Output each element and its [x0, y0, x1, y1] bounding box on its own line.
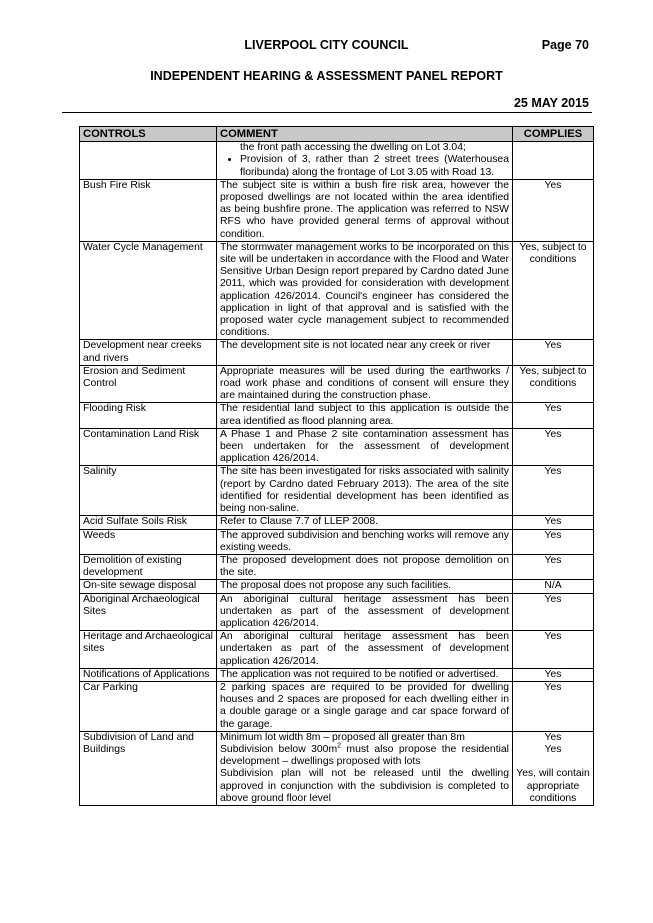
comment-cell: Appropriate measures will be used during the earthworks / road work phase and conditions of consent will ensure they are maintained during the construction phase.: [217, 365, 513, 403]
complies-cell: Yes: [513, 428, 594, 466]
table-row: [80, 529, 594, 554]
table-row: [80, 179, 594, 241]
control-cell: Heritage and Archaeological sites: [80, 631, 217, 669]
complies-1: Yes: [544, 731, 562, 743]
table-row-subdivision: [80, 731, 594, 805]
report-title: INDEPENDENT HEARING & ASSESSMENT PANEL REPORT: [150, 69, 503, 83]
control-cell: Weeds: [80, 529, 217, 554]
subdivision-area: [220, 744, 509, 768]
table-row: [80, 428, 594, 466]
control-cell: Development near creeks and rivers: [80, 340, 217, 365]
comment-cell: 2 parking spaces are required to be provided for dwelling houses and 2 spaces are proposed for each dwelling either in a double garage or a single garage and car space forward of the garage.: [217, 681, 513, 731]
control-cell: Salinity: [80, 466, 217, 516]
header-complies: COMPLIES: [513, 127, 594, 142]
control-cell: Flooding Risk: [80, 403, 217, 428]
control-cell: Demolition of existing development: [80, 554, 217, 579]
table-row: [80, 241, 594, 340]
bullet-list: [220, 154, 509, 178]
complies-2: Yes: [544, 743, 562, 755]
control-cell: Aboriginal Archaeological Sites: [80, 593, 217, 631]
comment-cell: A Phase 1 and Phase 2 site contamination assessment has been undertaken for the assessment of development application 426/2014.: [217, 428, 513, 466]
complies-cell: Yes: [513, 516, 594, 529]
report-date: 25 MAY 2015: [513, 96, 589, 110]
header-controls: CONTROLS: [80, 127, 217, 142]
header-rule: [62, 112, 592, 113]
table-row: [80, 365, 594, 403]
comment-cell: The application was not required to be notified or advertised.: [217, 668, 513, 681]
comment-cell: The approved subdivision and benching works will remove any existing weeds.: [217, 529, 513, 554]
council-name: LIVERPOOL CITY COUNCIL: [244, 38, 409, 52]
comment-cell: The subject site is within a bush fire risk area, however the proposed dwellings are not located within the area identified as being bushfire prone. The application was referred to NSW RFS who have provided general terms of approval without condition.: [217, 179, 513, 241]
control-cell: Notifications of Applications: [80, 668, 217, 681]
page-number: Page 70: [541, 38, 589, 52]
table-row: [80, 554, 594, 579]
comment-cell: The stormwater management works to be incorporated on this site will be undertaken in accordance with the Flood and Water Sensitive Urban Design report prepared by Cardno dated June 2011, which was provided for consideration with development application 426/2014. Council's engineer has considered the application in light of that approval and is satisfied with the proposed water cycle management subject to recommended conditions.: [217, 241, 513, 340]
complies-cell: Yes: [513, 466, 594, 516]
control-cell: Contamination Land Risk: [80, 428, 217, 466]
complies-cell: Yes: [513, 529, 594, 554]
comment-cell: Refer to Clause 7.7 of LLEP 2008.: [217, 516, 513, 529]
table-row: [80, 340, 594, 365]
spacer: [516, 756, 590, 768]
subdivision-area-post: must also propose the residential development – dwellings proposed with lots: [220, 743, 509, 768]
control-cell: Bush Fire Risk: [80, 179, 217, 241]
comment-cell: [217, 731, 513, 805]
comment-cell: The residential land subject to this application is outside the area identified as flood planning area.: [217, 403, 513, 428]
complies-cell: [513, 142, 594, 180]
table-header-row: [80, 127, 594, 142]
control-cell: [80, 142, 217, 180]
complies-cell: Yes: [513, 668, 594, 681]
superscript-2: 2: [337, 742, 342, 750]
comment-cell: The development site is not located near any creek or river: [217, 340, 513, 365]
table-row: [80, 466, 594, 516]
subdivision-lot-width: Minimum lot width 8m – proposed all greater than 8m: [220, 731, 465, 743]
complies-cell: Yes: [513, 179, 594, 241]
comment-cell: The site has been investigated for risks associated with salinity (report by Cardno dated February 2013). The area of the site identified for residential development has been identified as being non-saline.: [217, 466, 513, 516]
complies-3: Yes, will contain appropriate conditions: [516, 768, 590, 804]
complies-cell: Yes: [513, 340, 594, 365]
complies-cell: Yes: [513, 593, 594, 631]
control-cell: Erosion and Sediment Control: [80, 365, 217, 403]
comment-cell: The proposed development does not propose demolition on the site.: [217, 554, 513, 579]
complies-cell: Yes: [513, 554, 594, 579]
table-row: [80, 631, 594, 669]
table-row: [80, 668, 594, 681]
header-comment: COMMENT: [217, 127, 513, 142]
subdivision-plan: Subdivision plan will not be released until the dwelling approved in conjunction with the subdivision is completed to above ground floor level: [220, 768, 509, 804]
control-cell: Car Parking: [80, 681, 217, 731]
complies-cell: Yes, subject to conditions: [513, 365, 594, 403]
comment-cell: [217, 142, 513, 180]
control-cell: Water Cycle Management: [80, 241, 217, 340]
comment-cell: The proposal does not propose any such facilities.: [217, 580, 513, 593]
continuation-text: the front path accessing the dwelling on Lot 3.04;: [240, 142, 466, 154]
table-row: [80, 681, 594, 731]
complies-cell: [513, 731, 594, 805]
complies-cell: Yes: [513, 681, 594, 731]
complies-cell: Yes, subject to conditions: [513, 241, 594, 340]
table-row: [80, 580, 594, 593]
table-row: [80, 403, 594, 428]
controls-table: [79, 126, 594, 806]
comment-cell: An aboriginal cultural heritage assessment has been undertaken as part of the assessment of development application 426/2014.: [217, 593, 513, 631]
bullet-item: • Provision of 3, rather than 2 street trees (Waterhousea floribunda) along the frontage of Lot 3.05 with Road 13.: [240, 154, 509, 178]
control-cell: Acid Sulfate Soils Risk: [80, 516, 217, 529]
complies-cell: Yes: [513, 631, 594, 669]
table-row: [80, 516, 594, 529]
comment-cell: An aboriginal cultural heritage assessment has been undertaken as part of the assessment of development application 426/2014.: [217, 631, 513, 669]
complies-cell: Yes: [513, 403, 594, 428]
complies-cell: N/A: [513, 580, 594, 593]
table-row: [80, 593, 594, 631]
control-cell: Subdivision of Land and Buildings: [80, 731, 217, 805]
subdivision-area-pre: Subdivision below 300m: [220, 743, 338, 755]
table-row-continuation: [80, 142, 594, 180]
control-cell: On-site sewage disposal: [80, 580, 217, 593]
